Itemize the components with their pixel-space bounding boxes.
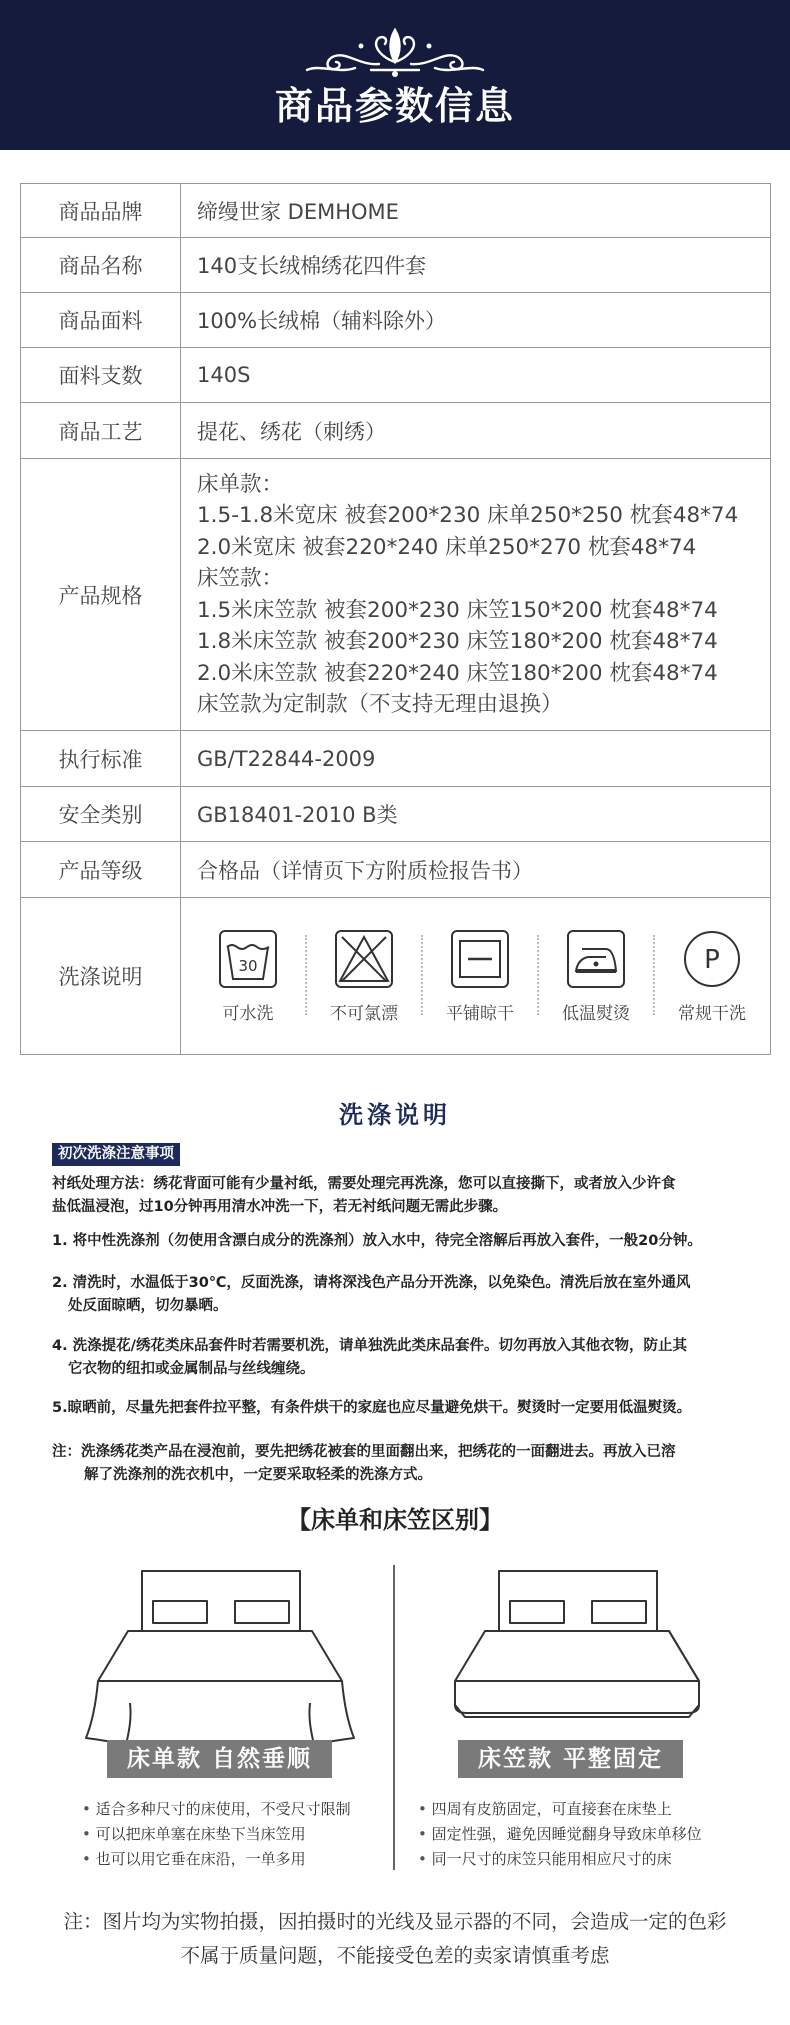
wash-note [52,1441,747,1487]
fitted-sheet-bed-illustration [427,1563,727,1753]
spec-line: 床单款： [197,471,284,497]
wash-tub-icon [218,929,278,989]
spec-value: GB/T22844-2009 [181,731,771,787]
list-item: • 固定性强，避免因睡觉翻身导致床单移位 [418,1822,702,1847]
spec-line: 床笠款为定制款（不支持无理由退换） [197,692,563,717]
spec-key: 面料支数 [21,348,181,403]
list-item: • 同一尺寸的床笠只能用相应尺寸的床 [418,1847,702,1872]
wash-symbol-label: 不可氯漂 [330,1003,398,1024]
spec-key: 产品等级 [21,842,181,898]
wash-symbol-label: 常规干洗 [678,1003,746,1024]
flat-dry-icon [450,929,510,989]
table-row [21,184,771,238]
list-item: • 也可以用它垂在床沿，一单多用 [82,1847,351,1872]
text-line: 它衣物的纽扣或金属制品与丝线缠绕。 [68,1361,315,1377]
wash-symbol-item [307,929,421,1024]
flat-sheet-bed-illustration [70,1563,370,1753]
text-line: 盐低温浸泡，过10分钟再用清水冲洗一下，若无衬纸问题无需此步骤。 [52,1199,508,1215]
wash-symbols-cell [181,898,771,1055]
center-divider [393,1565,395,1870]
table-row [21,348,771,403]
text-line: 4. 洗涤提花/绣花类床品套件时若需要机洗，请单独洗此类床品套件。切勿再放入其他衣物，防止其 [52,1338,687,1354]
spec-value: GB18401-2010 B类 [181,787,771,842]
spec-value: 100%长绒棉（辅料除外） [181,293,771,348]
spec-line: 2.0米床笠款 被套220*240 床笠180*200 枕套48*74 [197,660,718,686]
spec-key: 商品面料 [21,293,181,348]
spec-value: 140支长绒棉绣花四件套 [181,238,771,293]
crown-ornament-icon [295,22,495,82]
list-item: • 四周有皮筋固定，可直接套在床垫上 [418,1797,702,1822]
text-line: 解了洗涤剂的洗衣机中，一定要采取轻柔的洗涤方式。 [84,1467,432,1483]
spec-key: 商品工艺 [21,403,181,459]
wash-symbol-item [539,929,653,1024]
wash-symbol-item [655,929,769,1024]
table-row-size-spec [21,459,771,731]
wash-step-4 [52,1335,747,1381]
wash-symbol-label: 平铺晾干 [446,1003,514,1024]
table-row [21,403,771,459]
page-title: 商品参数信息 [274,84,515,128]
flat-sheet-points [82,1797,351,1872]
wash-step-2 [52,1272,747,1318]
text-line: 2. 清洗时，水温低于30℃，反面洗涤，请将深浅色产品分开洗涤，以免染色。清洗后放在室外通风 [52,1275,691,1291]
text-line: 注：图片均为实物拍摄，因拍摄时的光线及显示器的不同，会造成一定的色彩 [63,1910,727,1933]
spec-value: 合格品（详情页下方附质检报告书） [181,842,771,898]
no-bleach-icon [334,929,394,989]
spec-key: 安全类别 [21,787,181,842]
color-disclaimer [0,1905,790,1973]
spec-key: 产品规格 [21,459,181,731]
table-row [21,293,771,348]
text-line: 注：洗涤绣花类产品在浸泡前，要先把绣花被套的里面翻出来，把绣花的一面翻进去。再放入已溶 [52,1444,676,1460]
spec-value: 140S [181,348,771,403]
spec-line: 1.5-1.8米宽床 被套200*230 床单250*250 枕套48*74 [197,503,739,528]
spec-key: 执行标准 [21,731,181,787]
list-item: • 可以把床单塞在床垫下当床笠用 [82,1822,351,1847]
text-line: 1. 将中性洗涤剂（勿使用含漂白成分的洗涤剂）放入水中，待完全溶解后再放入套件，一般20分钟。 [52,1233,702,1249]
table-row-washing [21,898,771,1055]
header-banner [0,0,790,150]
text-line: 处反面晾晒，切勿暴晒。 [68,1298,228,1314]
table-row [21,787,771,842]
wash-symbol-label: 低温熨烫 [562,1003,630,1024]
spec-line: 1.5米床笠款 被套200*230 床笠150*200 枕套48*74 [197,597,718,623]
spec-key: 商品品牌 [21,184,181,238]
wash-step-1 [52,1230,747,1253]
wash-guide-title: 洗涤说明 [339,1101,451,1129]
spec-line: 2.0米宽床 被套220*240 床单250*270 枕套48*74 [197,534,697,560]
spec-line: 床笠款： [197,566,284,591]
low-iron-icon [566,929,626,989]
spec-value: 缔缦世家 DEMHOME [181,184,771,238]
dry-clean-p-icon [682,929,742,989]
spec-table [20,183,771,1055]
text-line: 衬纸处理方法：绣花背面可能有少量衬纸，需要处理完再洗涤，您可以直接撕下，或者放入少许食 [52,1176,676,1192]
wash-step-5 [52,1397,747,1420]
diff-title: 【床单和床笠区别】 [287,1506,503,1534]
table-row [21,238,771,293]
wash-symbol-label: 可水洗 [222,1003,274,1024]
dry-clean-letter: P [704,944,720,975]
wash-symbol-item [423,929,537,1024]
spec-key: 洗涤说明 [21,898,181,1055]
table-row [21,731,771,787]
list-item: • 适合多种尺寸的床使用，不受尺寸限制 [82,1797,351,1822]
wash-symbol-item [191,929,305,1024]
spec-size-list [181,459,771,731]
spec-key: 商品名称 [21,238,181,293]
wash-symbols [181,929,770,1024]
first-wash-badge: 初次洗涤注意事项 [52,1143,180,1166]
fitted-sheet-caption: 床笠款 平整固定 [458,1740,683,1778]
text-line: 5.晾晒前，尽量先把套件拉平整，有条件烘干的家庭也应尽量避免烘干。熨烫时一定要用低温熨烫。 [52,1400,692,1416]
text-line: 不属于质量问题，不能接受色差的卖家请慎重考虑 [180,1944,610,1967]
table-row [21,842,771,898]
wash-paragraph-lining [52,1173,747,1219]
fitted-sheet-points [418,1797,702,1872]
spec-line: 1.8米床笠款 被套200*230 床笠180*200 枕套48*74 [197,629,718,654]
wash-temp-label: 30 [238,956,258,975]
flat-sheet-caption: 床单款 自然垂顺 [107,1740,332,1778]
spec-value: 提花、绣花（刺绣） [181,403,771,459]
